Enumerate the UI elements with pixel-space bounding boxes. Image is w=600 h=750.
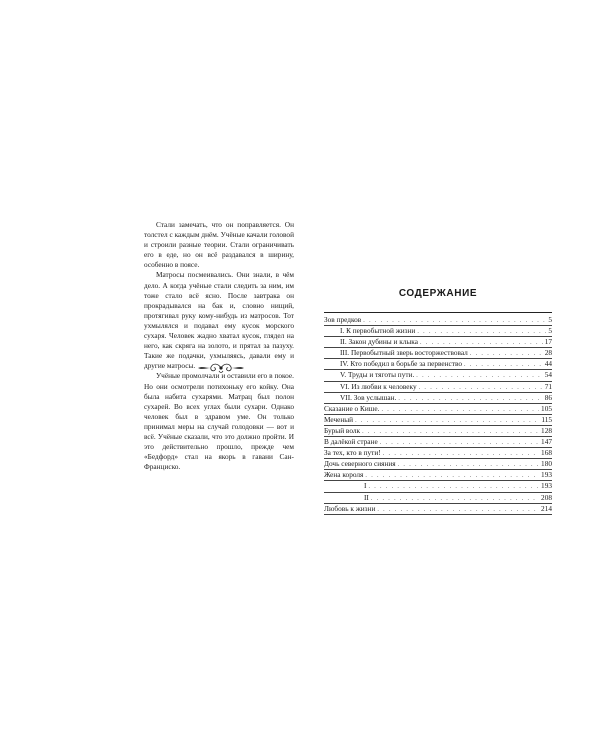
toc-entry[interactable] [324,393,552,404]
toc-entry[interactable] [324,437,552,448]
toc-leader-dots [470,349,543,359]
toc-leader-dots [365,471,539,481]
toc-leader-dots [380,438,539,448]
toc-entry-page: 128 [541,425,552,435]
toc-entry-label: I. К первобытной жизни [340,326,416,336]
toc-entry[interactable] [324,315,552,326]
toc-entry-page: 86 [544,392,552,402]
toc-top-rule [324,312,552,313]
decorative-ornament-icon [196,361,246,375]
toc-leader-dots [368,482,539,492]
left-page [144,220,294,472]
toc-entry[interactable] [324,448,552,459]
table-of-contents [324,315,552,515]
toc-entry-page: 193 [541,470,552,480]
toc-entry[interactable] [324,459,552,470]
toc-entry-page: 5 [548,326,552,336]
toc-entry-page: 193 [541,481,552,491]
toc-leader-dots [362,427,539,437]
toc-entry-page: 105 [541,403,552,413]
toc-entry[interactable] [324,337,552,348]
toc-entry-label: III. Первобытный зверь восторжествовал [340,348,468,358]
toc-entry[interactable] [324,326,552,337]
paragraph-2: Матросы посмеивались. Они знали, в чём дело. А когда учёные стали следить за ним, им тоже стало всё ясно. После завтрака он прокрадывался на бак и, словно нищий, протягивал руку кому-нибудь из матросов. Тот ухмылялся и подавал ему кусок морского сухаря. Человек жадно хватал кусок, глядел на него, как скряга на золото, и прятал за пазуху. Такие же подачки, ухмыляясь, давали ему и другие матросы. [144,270,294,371]
toc-title: СОДЕРЖАНИЕ [398,288,478,299]
toc-entry-page: 214 [541,503,552,513]
toc-entry-page: 5 [548,315,552,324]
toc-entry[interactable] [324,348,552,359]
toc-leader-dots [416,371,542,381]
toc-entry-page: 71 [544,381,552,391]
toc-entry-label: VI. Из любви к человеку [340,381,417,391]
toc-entry-page: 44 [544,359,552,369]
toc-entry[interactable] [324,415,552,426]
toc-entry-label: V. Труды и тяготы пути. [340,370,415,380]
paragraph-1: Стали замечать, что он поправляется. Он толстел с каждым днём. Учёные качали головой и строили разные теории. Стали ограничивать его в еде, но он всё раздавался в ширину, особенно в поясе. [144,220,294,270]
toc-entry-label: II [364,492,369,502]
toc-entry-label: I [364,481,367,491]
toc-leader-dots [355,416,539,426]
toc-entry-label: IV. Кто победил в борьбе за первенство [340,359,462,369]
toc-entry-page: 17 [544,337,552,347]
toc-leader-dots [398,394,542,404]
toc-entry-label: Любовь к жизни [324,503,376,513]
toc-entry[interactable] [324,382,552,393]
toc-entry[interactable] [324,481,552,492]
toc-leader-dots [383,449,539,459]
toc-entry[interactable] [324,426,552,437]
toc-leader-dots [377,505,539,515]
toc-entry-page: 168 [541,448,552,458]
toc-leader-dots [464,360,543,370]
toc-entry-label: Сказание о Кише. [324,403,380,413]
toc-entry-page: 180 [541,459,552,469]
toc-entry[interactable] [324,493,552,504]
toc-entry-page: 147 [541,437,552,447]
toc-entry-label: За тех, кто в пути! [324,448,381,458]
toc-entry[interactable] [324,370,552,381]
toc-entry[interactable] [324,359,552,370]
toc-entry[interactable] [324,470,552,481]
toc-entry-label: Дочь северного сияния [324,459,396,469]
toc-entry-label: II. Закон дубины и клыка [340,337,418,347]
toc-leader-dots [420,338,543,348]
toc-entry-page: 208 [541,492,552,502]
toc-entry-label: Жена короля [324,470,364,480]
toc-leader-dots [419,383,543,393]
toc-entry-page: 28 [544,348,552,358]
toc-entry-label: Зов предков [324,315,362,324]
paragraph-3: Учёные промолчали и оставили его в покое. Но они осмотрели потихоньку его койку. Она была набита сухарями. Матрац был полон сухарей. Во всех углах были сухари. Однако человек был в здравом уме. Он только принимал меры на случай голодовки — вот и всё. Учёные сказали, что это должно пройти. И это действительно прошло, прежде чем «Бедфорд» стал на якорь в гавани Сан-Франциско. [144,371,294,472]
toc-entry[interactable] [324,504,552,515]
toc-entry[interactable] [324,404,552,415]
toc-entry-label: Меченый [324,414,354,424]
toc-leader-dots [371,494,539,504]
toc-entry-label: В далёкой стране [324,437,378,447]
toc-entry-page: 115 [541,414,552,424]
toc-leader-dots [363,316,546,326]
toc-entry-label: VII. Зов услышан. [340,392,397,402]
toc-entry-page: 54 [544,370,552,380]
toc-leader-dots [381,405,539,415]
toc-leader-dots [398,460,539,470]
toc-entry-label: Бурый волк [324,425,361,435]
toc-leader-dots [417,327,546,337]
right-page [324,288,552,515]
